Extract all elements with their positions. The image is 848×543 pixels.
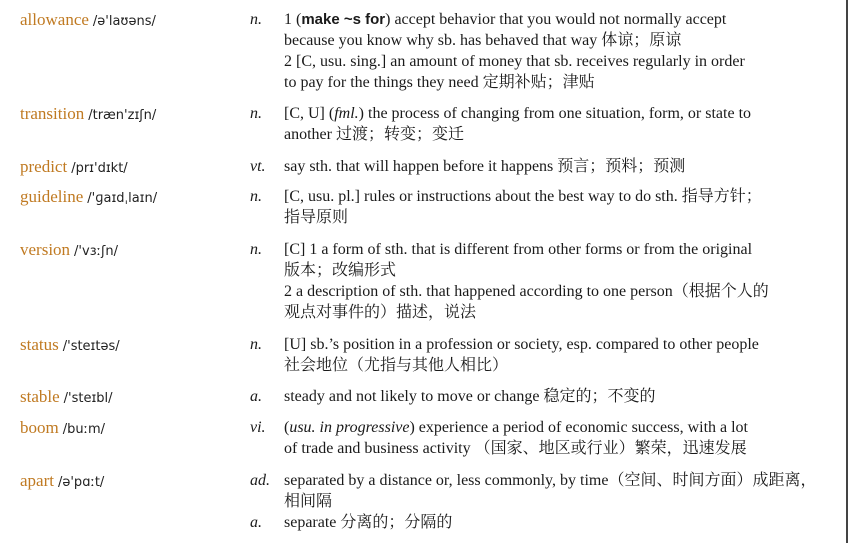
sense [0,239,840,323]
definition [284,512,840,533]
definition-text: say sth. that will happen before it happens 预言；预料；预测 [284,158,686,175]
headword: boom [20,418,59,437]
pronunciation: /ə'pɑːt/ [57,475,105,490]
part-of-speech: n. [250,11,262,28]
part-of-speech: n. [250,105,262,122]
part-of-speech: n. [250,241,262,258]
definition-text: to pay for the things they need 定期补贴；津贴 [284,74,595,91]
pronunciation: /'steɪtəs/ [62,339,120,354]
pronunciation: /'steɪbl/ [63,391,113,406]
definition [284,417,840,459]
part-of-speech: ad. [250,472,270,489]
definition-text: separate 分离的；分隔的 [284,514,453,531]
definition-line [284,51,840,72]
label-italic: fml. [334,105,359,122]
label-italic: usu. in progressive [289,419,410,436]
definition [284,386,840,407]
pronunciation: /prɪ'dɪkt/ [71,161,128,176]
vocab-entry [0,186,840,228]
definition-line [284,260,840,281]
definition-line [284,30,840,51]
sense [0,334,840,376]
pronunciation: /buːm/ [62,422,106,437]
definition [284,334,840,376]
sense [0,417,840,459]
definition-line [284,186,840,207]
definition-text: ) accept behavior that you would not normally accept [385,11,727,28]
definition-line [284,207,840,228]
definition-text: 相间隔 [284,493,333,510]
headword: guideline [20,187,84,206]
definition-text: 社会地位（尤指与其他人相比） [284,357,509,374]
sense [0,386,840,407]
vocab-entry [0,156,840,177]
vocab-entry [0,103,840,145]
definition [284,156,840,177]
definition-text: steady and not likely to move or change 稳定的；不变的 [284,388,656,405]
pronunciation: /ə'laʊəns/ [92,14,156,29]
definition-text: [C, usu. pl.] rules or instructions about the best way to do sth. 指导方针； [284,188,762,205]
definition-line [284,491,840,512]
headword: version [20,240,71,259]
sense [0,186,840,228]
definition-text: 指导原则 [284,209,349,226]
vocab-entry [0,417,840,459]
definition-line [284,512,840,533]
vocab-entry [0,470,840,533]
headword: predict [20,157,68,176]
definition-line [284,302,840,323]
definition-text: 版本；改编形式 [284,262,397,279]
vocab-entry [0,239,840,323]
definition [284,239,840,323]
definition-text: separated by a distance or, less commonly, by time（空间、时间方面）成距离， [284,472,817,489]
sense [0,9,840,93]
part-of-speech: vt. [250,158,266,175]
definition-text: another 过渡；转变；变迁 [284,126,464,143]
headword: apart [20,471,54,490]
definition-line [284,103,840,124]
pronunciation: /'ɡaɪdˌlaɪn/ [87,191,158,206]
definition-line [284,9,840,30]
definition-line [284,470,840,491]
sense [0,470,840,512]
pronunciation: /'vɜːʃn/ [74,244,118,259]
definition-line [284,417,840,438]
sense [0,103,840,145]
definition-line [284,438,840,459]
definition-line [284,72,840,93]
part-of-speech: a. [250,388,262,405]
headword: transition [20,104,85,123]
definition [284,9,840,93]
definition-text: [U] sb.’s position in a profession or society, esp. compared to other people [284,336,759,353]
definition-text: 2 [C, usu. sing.] an amount of money that sb. receives regularly in order [284,53,745,70]
definition-text: ) the process of changing from one situation, form, or state to [358,105,752,122]
vocab-entry [0,334,840,376]
part-of-speech: n. [250,188,262,205]
definition-text: 2 a description of sth. that happened according to one person（根据个人的 [284,283,769,300]
definition-text: ( [284,419,290,436]
sense [0,156,840,177]
definition-line [284,239,840,260]
definition-text: of trade and business activity （国家、地区或行业）繁荣，迅速发展 [284,440,747,457]
part-of-speech: a. [250,514,262,531]
definition-text: [C] 1 a form of sth. that is different from other forms or from the original [284,241,753,258]
vocab-entry [0,386,840,407]
definition-line [284,334,840,355]
headword: stable [20,387,60,406]
definition-text: because you know why sb. has behaved that way 体谅；原谅 [284,32,682,49]
definition-line [284,156,840,177]
definition-text: ( [296,11,302,28]
definition-line [284,355,840,376]
pronunciation: /træn'zɪʃn/ [88,108,157,123]
headword: status [20,335,59,354]
definition-line [284,281,840,302]
sense [0,512,840,533]
definition [284,186,840,228]
vocab-entry [0,9,840,93]
definition-line [284,124,840,145]
part-of-speech: n. [250,336,262,353]
definition [284,103,840,145]
definition-line [284,386,840,407]
phrase-bold: make ~s for [301,11,386,28]
definition [284,470,840,512]
definition-text: [C, U] ( [284,105,335,122]
part-of-speech: vi. [250,419,266,436]
definition-text: 1 [284,11,296,28]
headword: allowance [20,10,89,29]
definition-text: ) experience a period of economic success, with a lot [409,419,748,436]
definition-text: 观点对事件的）描述，说法 [284,304,477,321]
